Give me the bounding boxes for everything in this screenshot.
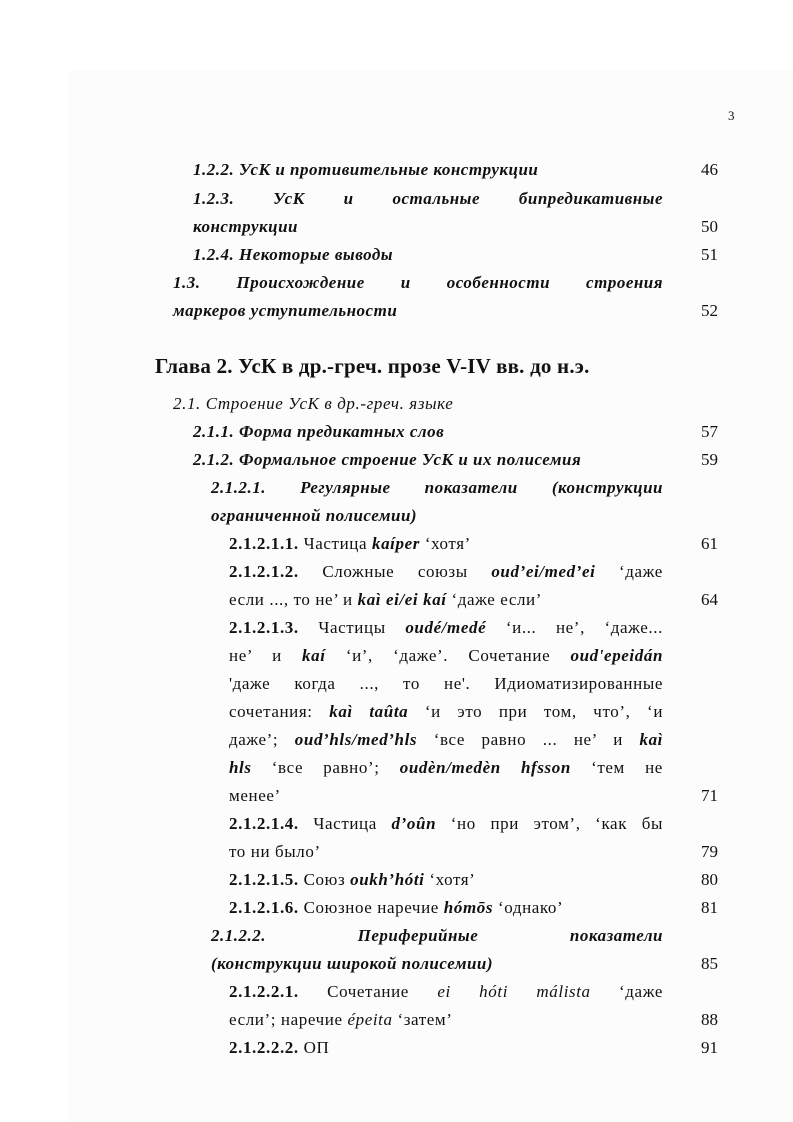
toc-page-2-1-2: 59 <box>701 450 718 469</box>
toc-entry-2-1-2-1-3-l5: даже’; oud’hls/med’hls ‘все равно ... не’ и kaì <box>229 730 663 749</box>
toc-page-1-2-3: 50 <box>701 217 718 236</box>
toc-entry-2-1: 2.1. Строение УсК в др.-греч. языке <box>173 394 454 413</box>
toc-entry-2-1-2-1-3-l7: менее’ <box>229 786 281 805</box>
toc-entry-1-2-3-cont: конструкции <box>193 217 298 236</box>
toc-entry-2-1-2-2-2: 2.1.2.2.2. ОП <box>229 1038 330 1057</box>
toc-entry-2-1-2-1-3-l6: hls ‘все равно’; oudèn/medèn hfsson ‘тем не <box>229 758 663 777</box>
toc-page-1-2-4: 51 <box>701 245 718 264</box>
toc-entry-2-1-2-1-3-l2: не’ и kaí ‘и’, ‘даже’. Сочетание oud'epeidán <box>229 646 664 665</box>
toc-entry-2-1-2-1-2-cont: если ..., то не’ и kaì ei/ei kaí ‘даже если’ <box>229 590 543 609</box>
toc-entry-2-1-2-2: 2.1.2.2. Периферийные показатели <box>211 926 664 945</box>
toc-entry-1-3: 1.3. Происхождение и особенности строения <box>173 273 664 292</box>
toc-entry-1-2-4: 1.2.4. Некоторые выводы <box>193 245 394 264</box>
toc-entry-2-1-2-1-4: 2.1.2.1.4. Частица d’oûn ‘но при этом’, ‘как бы <box>229 814 663 833</box>
toc-page-2-1-1: 57 <box>701 422 718 441</box>
toc-entry-2-1-2-2-1-cont: если’; наречие épeita ‘затем’ <box>229 1010 453 1029</box>
toc-entry-2-1-2-1-5: 2.1.2.1.5. Союз oukh’hóti ‘хотя’ <box>229 870 476 889</box>
toc-page-2-1-2-2: 85 <box>701 954 718 973</box>
toc-entry-2-1-2-1-3-l4: сочетания: kaì taûta ‘и это при том, что’, ‘и <box>229 702 664 721</box>
toc-entry-2-1-2: 2.1.2. Формальное строение УсК и их полисемия <box>193 450 582 469</box>
toc-entry-2-1-2-1-cont: ограниченной полисемии) <box>211 506 418 525</box>
toc-page-2-1-2-1-1: 61 <box>701 534 718 553</box>
page-number: 3 <box>728 108 735 123</box>
toc-entry-2-1-2-1-4-cont: то ни было’ <box>229 842 321 861</box>
toc-page-2-1-2-2-2: 91 <box>701 1038 718 1057</box>
toc-page-2-1-2-1-3: 71 <box>701 786 718 805</box>
toc-entry-2-1-1: 2.1.1. Форма предикатных слов <box>193 422 445 441</box>
toc-entry-2-1-2-1-3: 2.1.2.1.3. Частицы oudé/medé ‘и... не’, ‘даже... <box>229 618 663 637</box>
toc-entry-1-3-cont: маркеров уступительности <box>173 301 398 320</box>
toc-entry-2-1-2-2-cont: (конструкции широкой полисемии) <box>211 954 494 973</box>
toc-page-2-1-2-1-2: 64 <box>701 590 718 609</box>
toc-entry-2-1-2-1: 2.1.2.1. Регулярные показатели (конструкции <box>211 478 663 497</box>
toc-entry-2-1-2-1-2: 2.1.2.1.2. Сложные союзы oud’ei/med’ei ‘даже <box>229 562 663 581</box>
toc-page-1-3: 52 <box>701 301 718 320</box>
toc-entry-1-2-3: 1.2.3. УсК и остальные бипредикативные <box>193 189 664 208</box>
toc-page-2-1-2-2-1: 88 <box>701 1010 718 1029</box>
toc-entry-2-1-2-2-1: 2.1.2.2.1. Сочетание ei hóti málista ‘даже <box>229 982 663 1001</box>
toc-entry-2-1-2-1-6: 2.1.2.1.6. Союзное наречие hómōs ‘однако’ <box>229 898 564 917</box>
toc-entry-2-1-2-1-3-l3: 'даже когда ..., то не'. Идиоматизированные <box>229 674 663 693</box>
toc-entry-2-1-2-1-1: 2.1.2.1.1. Частица kaíper ‘хотя’ <box>229 534 471 553</box>
toc-page-2-1-2-1-5: 80 <box>701 870 718 889</box>
toc-page-2-1-2-1-4: 79 <box>701 842 718 861</box>
toc-page-1-2-2: 46 <box>701 160 718 179</box>
toc-entry-1-2-2: 1.2.2. УсК и противительные конструкции <box>193 160 539 179</box>
chapter-2-heading: Глава 2. УсК в др.-греч. прозе V-IV вв. до н.э. <box>155 354 590 378</box>
toc-page-2-1-2-1-6: 81 <box>701 898 718 917</box>
